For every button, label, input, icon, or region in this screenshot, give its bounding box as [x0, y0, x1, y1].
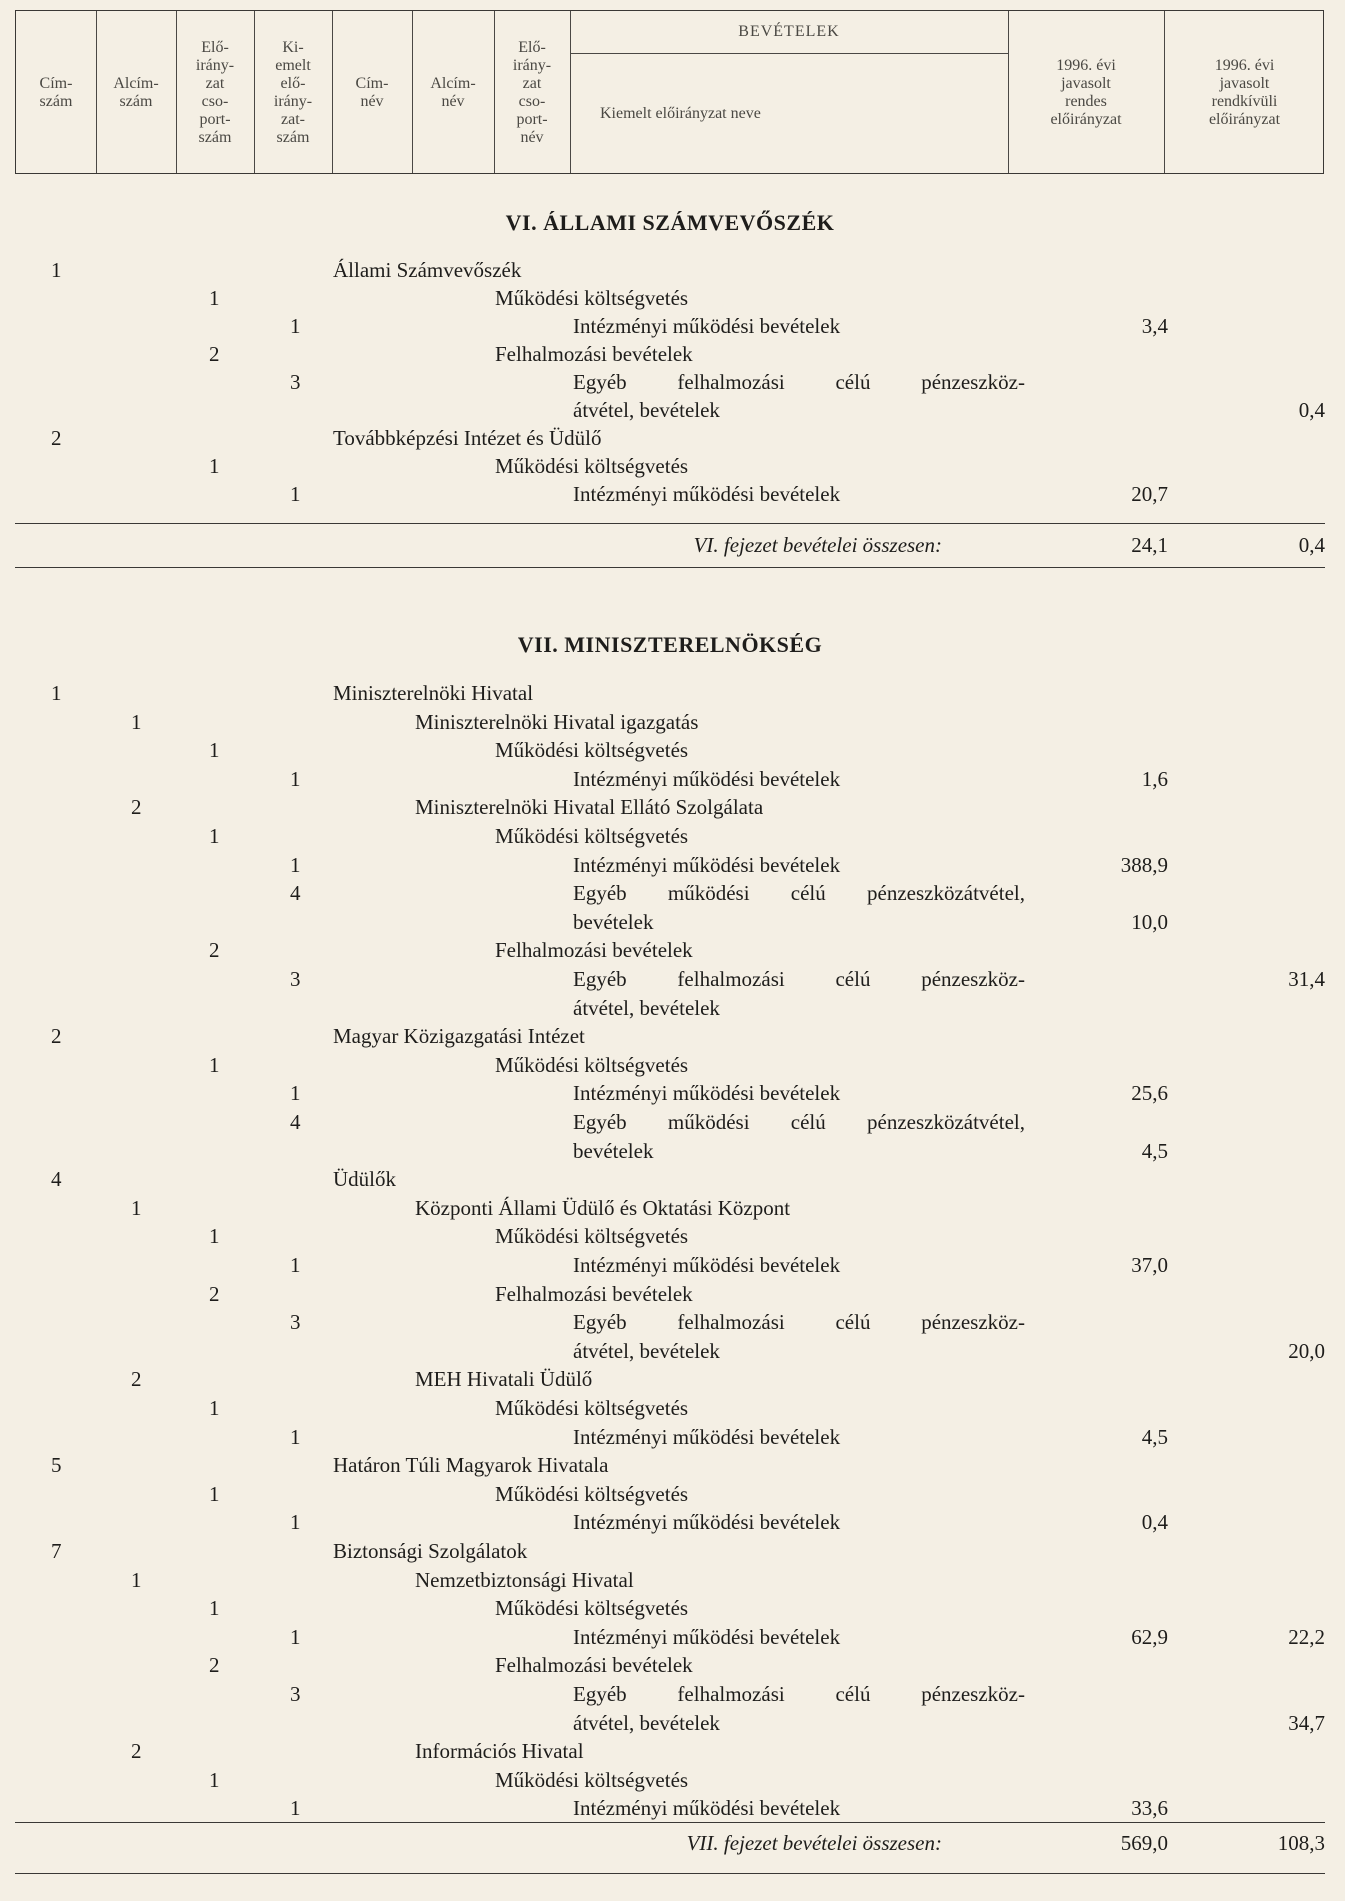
kiemelt-szam: 1 — [290, 1081, 301, 1106]
cim-szam: 1 — [51, 258, 62, 282]
alcim-szam: 2 — [131, 1367, 142, 1392]
table-row — [15, 1423, 1325, 1451]
table-row — [15, 1079, 1325, 1107]
table-row — [15, 851, 1325, 879]
table-row — [15, 340, 1325, 368]
alcim-nev: Nemzetbiztonsági Hivatal — [415, 1567, 634, 1592]
table-row — [15, 765, 1325, 793]
csoport-nev: Felhalmozási bevételek — [495, 1653, 693, 1678]
header-kiemelt-eloiranyzat-neve: Kiemelt előirányzat neve — [600, 105, 761, 122]
csoport-szam: 1 — [209, 286, 220, 310]
kiemelt-nev: átvétel, bevételek — [573, 995, 720, 1020]
header-alcim-szam: Alcím- szám — [113, 75, 159, 110]
table-row — [15, 1794, 1325, 1822]
cim-nev: Miniszterelnöki Hivatal — [333, 681, 534, 705]
csoport-nev: Felhalmozási bevételek — [495, 938, 693, 963]
csoport-szam: 1 — [209, 1224, 220, 1249]
csoport-szam: 1 — [209, 824, 220, 848]
csoport-nev: Működési költségvetés — [495, 1224, 689, 1249]
header-bevetelek: BEVÉTELEK — [738, 23, 840, 40]
cim-szam: 1 — [51, 681, 62, 705]
table-row — [15, 1194, 1325, 1222]
cim-nev: Állami Számvevőszék — [333, 258, 522, 282]
total-rule-top-vii — [15, 1822, 1325, 1823]
rendes-eloiranyzat: 0,4 — [1141, 1510, 1168, 1535]
cim-nev: Továbbképzési Intézet és Üdülő — [333, 426, 602, 450]
csoport-szam: 1 — [209, 1396, 220, 1420]
csoport-nev: Működési költségvetés — [495, 824, 689, 848]
rendkivuli-eloiranyzat: 31,4 — [1288, 967, 1325, 991]
table-row — [15, 1709, 1325, 1737]
table-row — [15, 908, 1325, 936]
table-row — [15, 1022, 1325, 1050]
table-row — [15, 793, 1325, 821]
rendes-eloiranyzat: 20,7 — [1131, 482, 1168, 506]
total-rule-bottom-vi — [15, 567, 1325, 568]
cim-nev: Biztonsági Szolgálatok — [333, 1539, 528, 1563]
header-alcim-nev: Alcím- név — [430, 75, 476, 110]
rendes-eloiranyzat: 37,0 — [1131, 1253, 1168, 1277]
cim-szam: 2 — [51, 1024, 62, 1049]
table-row — [15, 1451, 1325, 1479]
csoport-szam: 2 — [209, 1653, 220, 1678]
kiemelt-nev: Egyéb működési célú pénzeszközátvétel, — [573, 881, 1025, 906]
table-row — [15, 1108, 1325, 1136]
table-row — [15, 1537, 1325, 1565]
csoport-szam: 2 — [209, 938, 220, 963]
kiemelt-szam: 1 — [290, 1253, 301, 1277]
header-cim-szam: Cím- szám — [39, 75, 73, 110]
total-regular-vi: 24,1 — [1131, 533, 1168, 557]
total-label-vi: VI. fejezet bevételei összesen: — [693, 533, 942, 557]
alcim-nev: MEH Hivatali Üdülő — [415, 1367, 593, 1392]
table-row — [15, 396, 1325, 424]
csoport-nev: Működési költségvetés — [495, 286, 689, 310]
kiemelt-nev: Egyéb felhalmozási célú pénzeszköz- — [573, 370, 1025, 394]
section-title-vi: VI. ÁLLAMI SZÁMVEVŐSZÉK — [505, 210, 835, 235]
total-rule-bottom-vii — [15, 1873, 1325, 1874]
table-row — [15, 1651, 1325, 1679]
kiemelt-nev: átvétel, bevételek — [573, 1338, 720, 1363]
kiemelt-szam: 1 — [290, 1424, 301, 1449]
kiemelt-nev: bevételek — [573, 909, 654, 934]
csoport-szam: 1 — [209, 738, 220, 763]
rendes-eloiranyzat: 10,0 — [1131, 909, 1168, 934]
total-label-vii: VII. fejezet bevételei összesen: — [686, 1831, 942, 1855]
header-eloiranyzat-csoport-szam: Elő- irány- zat cso- port- szám — [195, 39, 235, 146]
csoport-szam: 2 — [209, 342, 220, 366]
kiemelt-nev: Intézményi működési bevételek — [573, 1624, 841, 1649]
kiemelt-szam: 3 — [290, 1310, 301, 1335]
table-row — [15, 284, 1325, 312]
kiemelt-nev: bevételek — [573, 1138, 654, 1163]
kiemelt-szam: 4 — [290, 881, 301, 906]
alcim-szam: 1 — [131, 1567, 142, 1592]
table-row — [15, 256, 1325, 284]
csoport-szam: 1 — [209, 1052, 220, 1077]
kiemelt-szam: 1 — [290, 314, 301, 338]
table-row — [15, 424, 1325, 452]
table-row — [15, 1308, 1325, 1336]
rendes-eloiranyzat: 4,5 — [1141, 1138, 1168, 1163]
kiemelt-szam: 1 — [290, 1510, 301, 1535]
csoport-szam: 1 — [209, 1596, 220, 1621]
table-row — [15, 1737, 1325, 1765]
table-row — [15, 368, 1325, 396]
kiemelt-nev: Intézményi működési bevételek — [573, 1796, 841, 1821]
csoport-szam: 1 — [209, 1767, 220, 1792]
kiemelt-szam: 3 — [290, 370, 301, 394]
kiemelt-nev: Intézményi működési bevételek — [573, 314, 841, 338]
kiemelt-szam: 3 — [290, 967, 301, 991]
alcim-nev: Miniszterelnöki Hivatal Ellátó Szolgálata — [415, 795, 764, 820]
cim-nev: Határon Túli Magyarok Hivatala — [333, 1453, 609, 1478]
kiemelt-nev: Intézményi működési bevételek — [573, 1510, 841, 1535]
rendkivuli-eloiranyzat: 0,4 — [1298, 398, 1325, 422]
kiemelt-nev: Egyéb működési célú pénzeszközátvétel, — [573, 1110, 1025, 1134]
column-header-table — [15, 10, 1324, 174]
table-row — [15, 1766, 1325, 1794]
csoport-nev: Működési költségvetés — [495, 738, 689, 763]
csoport-nev: Működési költségvetés — [495, 1481, 689, 1506]
rendkivuli-eloiranyzat: 22,2 — [1288, 1624, 1325, 1649]
table-row — [15, 736, 1325, 764]
kiemelt-nev: Egyéb felhalmozási célú pénzeszköz- — [573, 1310, 1025, 1335]
header-rendes-eloiranyzat: 1996. évi javasolt rendes előirányzat — [1050, 57, 1122, 128]
total-regular-vii: 569,0 — [1120, 1831, 1168, 1855]
table-row — [15, 708, 1325, 736]
table-row — [15, 936, 1325, 964]
rendes-eloiranyzat: 25,6 — [1131, 1081, 1168, 1106]
alcim-szam: 2 — [131, 795, 142, 820]
alcim-szam: 1 — [131, 709, 142, 734]
csoport-nev: Működési költségvetés — [495, 1052, 689, 1077]
kiemelt-nev: Intézményi működési bevételek — [573, 482, 841, 506]
table-row — [15, 1222, 1325, 1250]
alcim-nev: Miniszterelnöki Hivatal igazgatás — [415, 709, 699, 734]
table-row — [15, 879, 1325, 907]
table-row — [15, 1508, 1325, 1536]
rendes-eloiranyzat: 33,6 — [1131, 1796, 1168, 1821]
rendes-eloiranyzat: 388,9 — [1120, 852, 1168, 877]
section-vi-total-row — [15, 531, 1325, 559]
cim-nev: Üdülők — [333, 1167, 396, 1192]
kiemelt-nev: Intézményi működési bevételek — [573, 852, 841, 877]
table-row — [15, 965, 1325, 993]
kiemelt-szam: 1 — [290, 766, 301, 791]
alcim-nev: Információs Hivatal — [415, 1739, 584, 1764]
kiemelt-szam: 1 — [290, 482, 301, 506]
csoport-nev: Működési költségvetés — [495, 1596, 689, 1621]
table-row — [15, 994, 1325, 1022]
csoport-nev: Felhalmozási bevételek — [495, 1281, 693, 1306]
kiemelt-szam: 1 — [290, 852, 301, 877]
table-row — [15, 1165, 1325, 1193]
rendes-eloiranyzat: 4,5 — [1141, 1424, 1168, 1449]
kiemelt-szam: 3 — [290, 1682, 301, 1706]
table-row — [15, 1280, 1325, 1308]
cim-nev: Magyar Közigazgatási Intézet — [333, 1024, 585, 1049]
kiemelt-nev: Egyéb felhalmozási célú pénzeszköz- — [573, 967, 1025, 991]
csoport-szam: 1 — [209, 454, 220, 478]
table-row — [15, 1480, 1325, 1508]
csoport-nev: Működési költségvetés — [495, 1767, 689, 1792]
total-extraordinary-vii: 108,3 — [1277, 1831, 1325, 1855]
kiemelt-nev: Egyéb felhalmozási célú pénzeszköz- — [573, 1682, 1025, 1706]
section-vii-total-row — [15, 1829, 1325, 1857]
table-row — [15, 1680, 1325, 1708]
cim-szam: 5 — [51, 1453, 62, 1478]
table-row — [15, 1394, 1325, 1422]
table-row — [15, 1566, 1325, 1594]
csoport-szam: 1 — [209, 1481, 220, 1506]
section-title-vii: VII. MINISZTERELNÖKSÉG — [517, 632, 823, 657]
table-row — [15, 480, 1325, 508]
header-rendkivuli-eloiranyzat: 1996. évi javasolt rendkívüli előirányzat — [1208, 57, 1281, 128]
total-extraordinary-vi: 0,4 — [1298, 533, 1325, 557]
rendkivuli-eloiranyzat: 34,7 — [1288, 1710, 1325, 1735]
table-row — [15, 679, 1325, 707]
kiemelt-szam: 1 — [290, 1796, 301, 1821]
kiemelt-nev: Intézményi működési bevételek — [573, 766, 841, 791]
table-row — [15, 1365, 1325, 1393]
header-kiemelt-eloiranyzat-szam: Ki- emelt elő- irány- zat- szám — [273, 39, 313, 146]
kiemelt-nev: Intézményi működési bevételek — [573, 1081, 841, 1106]
header-eloiranyzat-csoport-nev: Elő- irány- zat cso- port- név — [512, 39, 552, 146]
table-row — [15, 452, 1325, 480]
cim-szam: 4 — [51, 1167, 62, 1192]
table-row — [15, 1051, 1325, 1079]
table-row — [15, 1623, 1325, 1651]
kiemelt-szam: 4 — [290, 1110, 301, 1134]
kiemelt-nev: Intézményi működési bevételek — [573, 1424, 841, 1449]
csoport-szam: 2 — [209, 1281, 220, 1306]
total-rule-top-vi — [15, 523, 1325, 524]
alcim-nev: Központi Állami Üdülő és Oktatási Központ — [415, 1195, 791, 1220]
table-row — [15, 1337, 1325, 1365]
table-row — [15, 312, 1325, 340]
table-row — [15, 1594, 1325, 1622]
header-cim-nev: Cím- név — [355, 75, 389, 110]
rendes-eloiranyzat: 3,4 — [1141, 314, 1168, 338]
cim-szam: 2 — [51, 426, 62, 450]
csoport-nev: Felhalmozási bevételek — [495, 342, 693, 366]
table-row — [15, 822, 1325, 850]
alcim-szam: 1 — [131, 1195, 142, 1220]
cim-szam: 7 — [51, 1539, 62, 1563]
kiemelt-nev: átvétel, bevételek — [573, 1710, 720, 1735]
csoport-nev: Működési költségvetés — [495, 454, 689, 478]
table-row — [15, 1137, 1325, 1165]
alcim-szam: 2 — [131, 1739, 142, 1764]
rendes-eloiranyzat: 62,9 — [1131, 1624, 1168, 1649]
kiemelt-nev: átvétel, bevételek — [573, 398, 720, 422]
kiemelt-nev: Intézményi működési bevételek — [573, 1253, 841, 1277]
csoport-nev: Működési költségvetés — [495, 1396, 689, 1420]
rendkivuli-eloiranyzat: 20,0 — [1288, 1338, 1325, 1363]
rendes-eloiranyzat: 1,6 — [1141, 766, 1168, 791]
kiemelt-szam: 1 — [290, 1624, 301, 1649]
table-row — [15, 1251, 1325, 1279]
